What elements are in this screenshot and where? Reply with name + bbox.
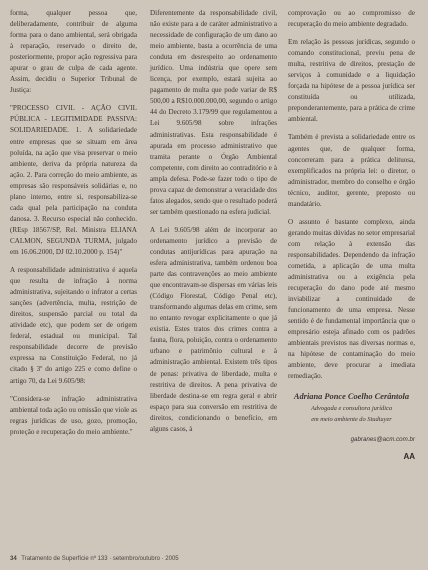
article-end-mark: AA [403,451,415,461]
paragraph: Diferentemente da responsabilidade civil, não existe para a de caráter administrativo a necessidade de configuração de um dano ao meio ambiente, basta a ocorrência de uma conduta em desrespeito ao ordenamento jurídico. Uma indústria que opere sem licença, por exemplo, estará sujeita ao pagamento de multa que pode variar de R$ 500,00 a R$10.000.000,00, segundo o artigo 44 do Decreto 3.179/99 que regulamentou a Lei 9.605/98 sobre infrações administrativas. Esta responsabilidade é apurada em processo administrativo que tramita perante o Órgão Ambiental competente, com direito ao contraditório e à ampla defesa. Pode-se fazer todo o tipo de prova capaz de demonstrar a veracidade dos fatos alegados, sendo que o resultado poderá ser também questionado na esfera judicial. [150,9,277,216]
text-column-3 [288,8,415,462]
paragraph: A Lei 9.605/98 além de incorporar ao ordenamento jurídico a previsão de condutas antijurídicas para apuração na esfera administrativa, também ordenou boa parte das contravenções ao meio ambiente que encontravam-se dispersas em várias leis (Código Florestal, Código Penal etc), transformando algumas delas em crime, sem no entanto revogar explicitamente o que já existia. Estes tratos dos crimes contra a fauna, flora, poluição, contra o ordenamento urbano e patrimônio cultural e à administração ambiental. Existem três tipos de penas: privativa de liberdade, multa e restritiva de direitos. A pena privativa de liberdade destina-se em regra geral e abrir espaço para sua conversão em restritiva de direitos, condicionando o benefício, em alguns casos, à [150,225,277,433]
paragraph: comprovação ou ao compromisso de recuperação do meio ambiente degradado. [288,9,415,29]
paragraph: O assunto é bastante complexo, ainda gerando muitas dúvidas no setor empresarial com relação à extensão das responsabilidades. Dependendo da infração cometida, a aplicação de uma multa administrativa ou a exigência pela recuperação do dano pode até mesmo inviabilizar a continuidade de funcionamento de uma empresa. Nesse sentido é de fundamental importância que o empresário esteja afinado com os padrões ambientais previstos nas diversas normas e, na hipótese de contaminação do meio ambiente, deve procurar a imediata remediação. [288,217,415,381]
paragraph: Em relação às pessoas jurídicas, segundo o comando constitucional, previu pena de multa, restritiva de direitos, prestação de serviços à comunidade e a liquidação forçada na hipótese de a pessoa jurídica ser constituída ou utilizada, preponderantemente, para a prática de crime ambiental. [288,38,415,124]
paragraph: A responsabilidade administrativa é aquela que resulta de infração à norma administrativa, sujeitando o infrator a certas sanções (advertência, multa, restrição de direitos, suspensão parcial ou total da atividade etc), que podem ser de origem federal, estadual ou municipal. Tal responsabilidade decorre de previsão expressa na Constituição Federal, no já citado § 3º do artigo 225 e como define o artigo 70, da Lei 9.605/98: [10,266,137,385]
paragraph: "Considera-se infração administrativa ambiental toda ação ou omissão que viole as regras jurídicas de uso, gozo, promoção, proteção e recuperação do meio ambiente." [10,394,137,436]
text-column-1 [10,8,137,445]
paragraph: Também é prevista a solidariedade entre os agentes que, de qualquer forma, concorreram para a prática delituosa, exemplificados na própria lei: o diretor, o administrador, membro do conselho e órgão técnico, auditor, gerente, preposto ou mandatário. [288,133,415,208]
text-column-2 [150,8,277,442]
page-footer [10,556,179,562]
paragraph: forma, qualquer pessoa que, deliberadamente, contribuir de alguma forma para o dano ambiental, será obrigada à reparação, reservado o direito de, posteriormente, propor ação regressiva para apurar o grau de culpa de cada agente. Assim, decidiu o Superior Tribunal de Justiça: [10,9,137,95]
author-role-line: em meio ambiente do Studiuyer [311,415,392,423]
author-email: gabranes@acm.com.br [350,435,415,443]
footer-text: Tratamento de Superfície nº 133 · setembro/outubro · 2005 [21,556,179,562]
paragraph: "PROCESSO CIVIL - AÇÃO CIVIL PÚBLICA - LEGITIMIDADE PASSIVA: SOLIDARIEDADE. 1. A solidariedade entre empresas que se situam em área poluída, na ação que visa preservar o meio ambiente, deriva da própria natureza da ação. 2. Para correção do meio ambiente, as empresas são responsáveis solidárias e, no plano interno, entre si, responsabiliza-se cada qual pela participação na conduta danosa. 3. Recurso especial não conhecido. (REsp 18567/SP, Rel. Ministra ELIANA CALMON, SEGUNDA TURMA, julgado em 16.06.2000, DJ 02.10.2000 p. 154)" [10,104,137,256]
author-signature [288,391,415,424]
author-name: Adriana Ponce Coelho Cerântola [293,391,410,401]
page-number: 34 [10,556,17,562]
author-role-line: Advogada e consultora jurídica [310,404,393,412]
